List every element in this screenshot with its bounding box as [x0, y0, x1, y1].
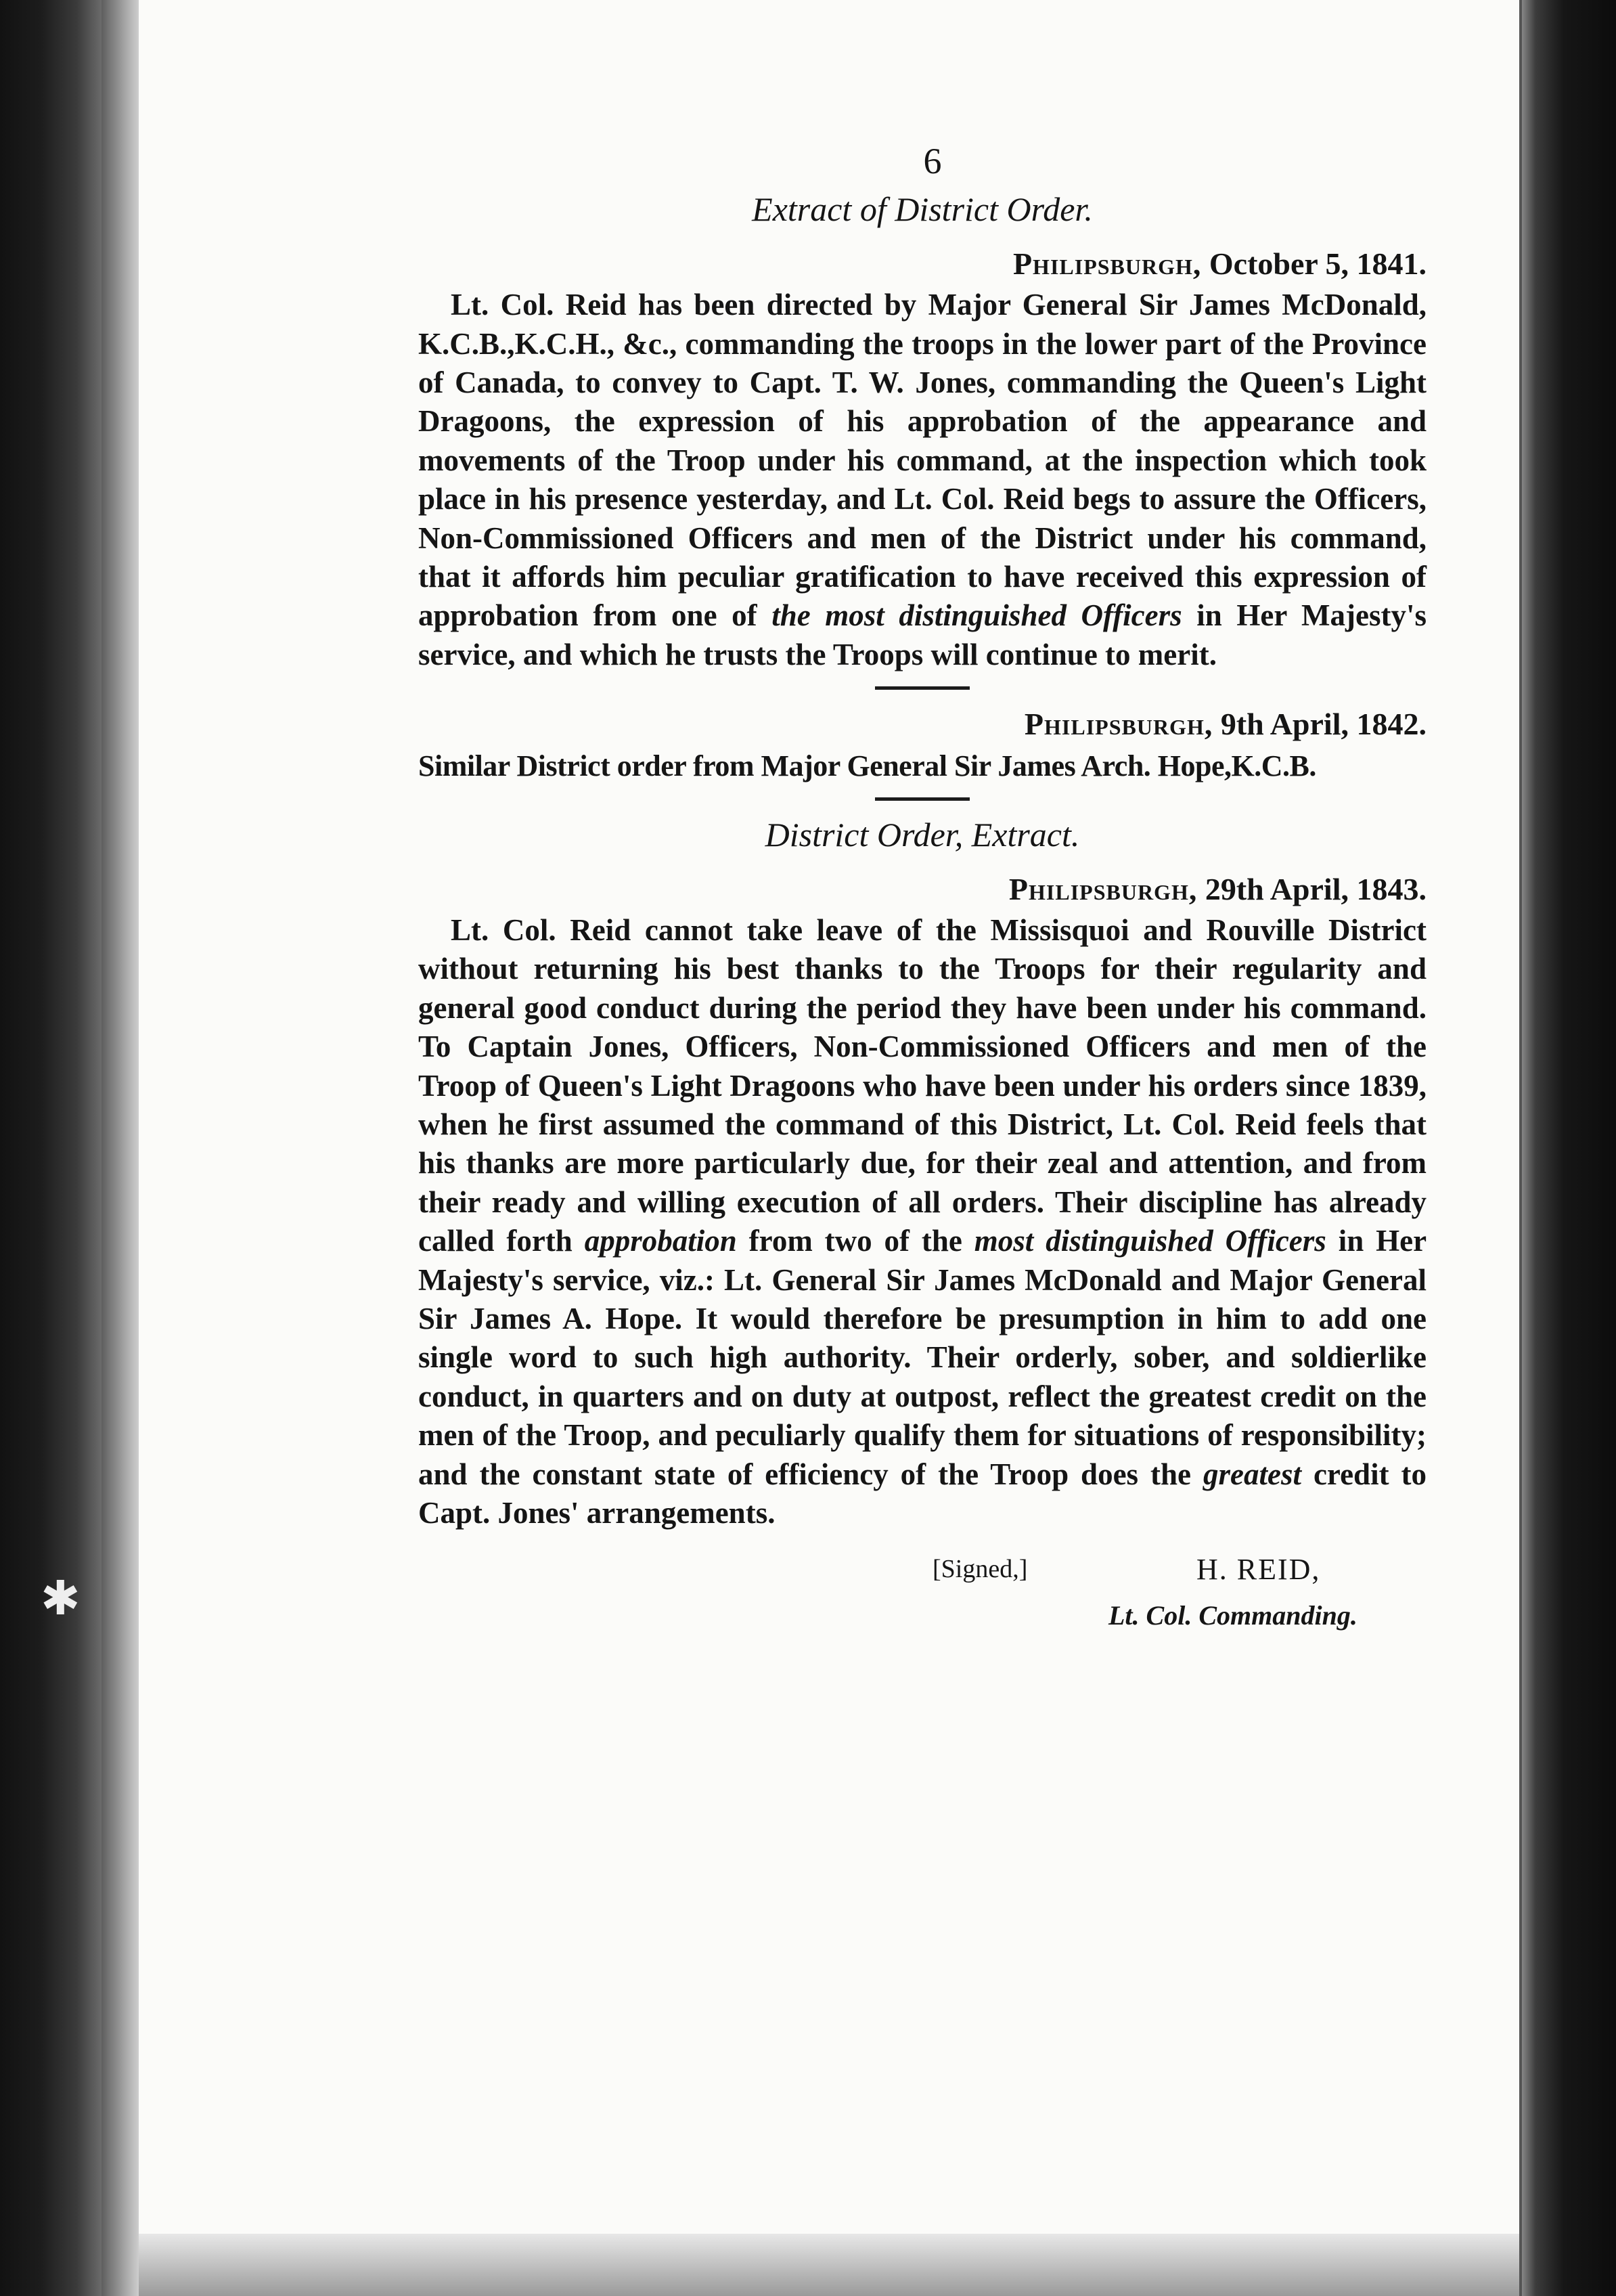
section-divider-rule: [875, 797, 970, 801]
section3-body-emphasis1: approbation: [584, 1224, 737, 1258]
section1-body: [418, 286, 1427, 674]
scan-edge-left: [102, 0, 142, 2296]
page-bottom-shadow: [139, 2234, 1519, 2296]
section3-dateline: [418, 870, 1427, 908]
section3-body-part4: credit to Capt. Jones' arrangements.: [418, 1457, 1427, 1530]
section2-body: Similar District order from Major General Sir James Arch. Hope,K.C.B.: [418, 749, 1316, 782]
section2-date: 9th April, 1842.: [1220, 707, 1427, 742]
section3-date: 29th April, 1843.: [1205, 871, 1427, 906]
section1-heading: Extract of District Order.: [752, 190, 1093, 229]
page-text: [418, 142, 1427, 1638]
section1-body-emphasis: the most distinguished Officers: [771, 598, 1182, 633]
section3-body: [418, 911, 1427, 1533]
signed-label: [Signed,]: [933, 1555, 1028, 1584]
section1-dateline: [418, 244, 1427, 283]
section-divider-rule: [875, 686, 970, 690]
scan-artifact-mark: ✱: [41, 1573, 81, 1625]
signature-block: [418, 1550, 1427, 1638]
section1-body-end: in Her Majesty's service, and which he trusts the Troops will continue to merit.: [418, 598, 1427, 671]
section3-body-part3: in Her Majesty's service, viz.: Lt. General Sir James McDonald and Major General Sir James A. Hope. It would therefore be presumption in him to add one single word to such high authority. Their orderly, sober, and soldierlike conduct, in quarters and on duty at outpost, reflect the greatest credit on the men of the Troop, and peculiarly qualify them for situations of responsibility; and the constant state of efficiency of the Troop does the: [418, 1224, 1427, 1491]
section3-body-emphasis2: most distinguished Officers: [974, 1224, 1326, 1258]
section1-date: October 5, 1841.: [1209, 246, 1427, 281]
section3-body-part1: Lt. Col. Reid cannot take leave of the Missisquoi and Rouville District without returning his best thanks to the Troops for their regularity and general good conduct during the period they have been under his command. To Captain Jones, Officers, Non-Commissioned Officers and men of the Troop of Queen's Light Dragoons who have been under his orders since 1839, when he first assumed the command of this District, Lt. Col. Reid feels that his thanks are more particularly due, for their zeal and attention, and from their ready and willing execution of all orders. Their discipline has already called forth: [418, 912, 1427, 1258]
signatory-name: H. REID,: [1196, 1553, 1321, 1587]
section3-body-emphasis3: greatest: [1203, 1457, 1301, 1491]
scan-shadow-left: [0, 0, 102, 2296]
signatory-title: Lt. Col. Commanding.: [1108, 1600, 1357, 1631]
section3-heading: District Order, Extract.: [765, 816, 1080, 854]
section2-place: Philipsburgh,: [1024, 707, 1213, 742]
section2-dateline: [418, 705, 1427, 743]
section3-body-part2: from two of the: [748, 1224, 962, 1258]
page-number: 6: [923, 141, 942, 181]
section3-place: Philipsburgh,: [1008, 871, 1198, 906]
section1-place: Philipsburgh,: [1012, 246, 1202, 281]
scan-shadow-right: [1521, 0, 1616, 2296]
section1-body-start: Lt. Col. Reid has been directed by Major General Sir James McDonald, K.C.B.,K.C.H., &c., commanding the troops in the lower part of the Province of Canada, to convey to Capt. T. W. Jones, commanding the Queen's Light Dragoons, the expression of his approbation of the appearance and movements of the Troop under his command, at the inspection which took place in his presence yesterday, and Lt. Col. Reid begs to assure the Officers, Non-Commissioned Officers and men of the District under his command, that it affords him peculiar gratification to have received this expression of approbation from one of: [418, 288, 1427, 633]
